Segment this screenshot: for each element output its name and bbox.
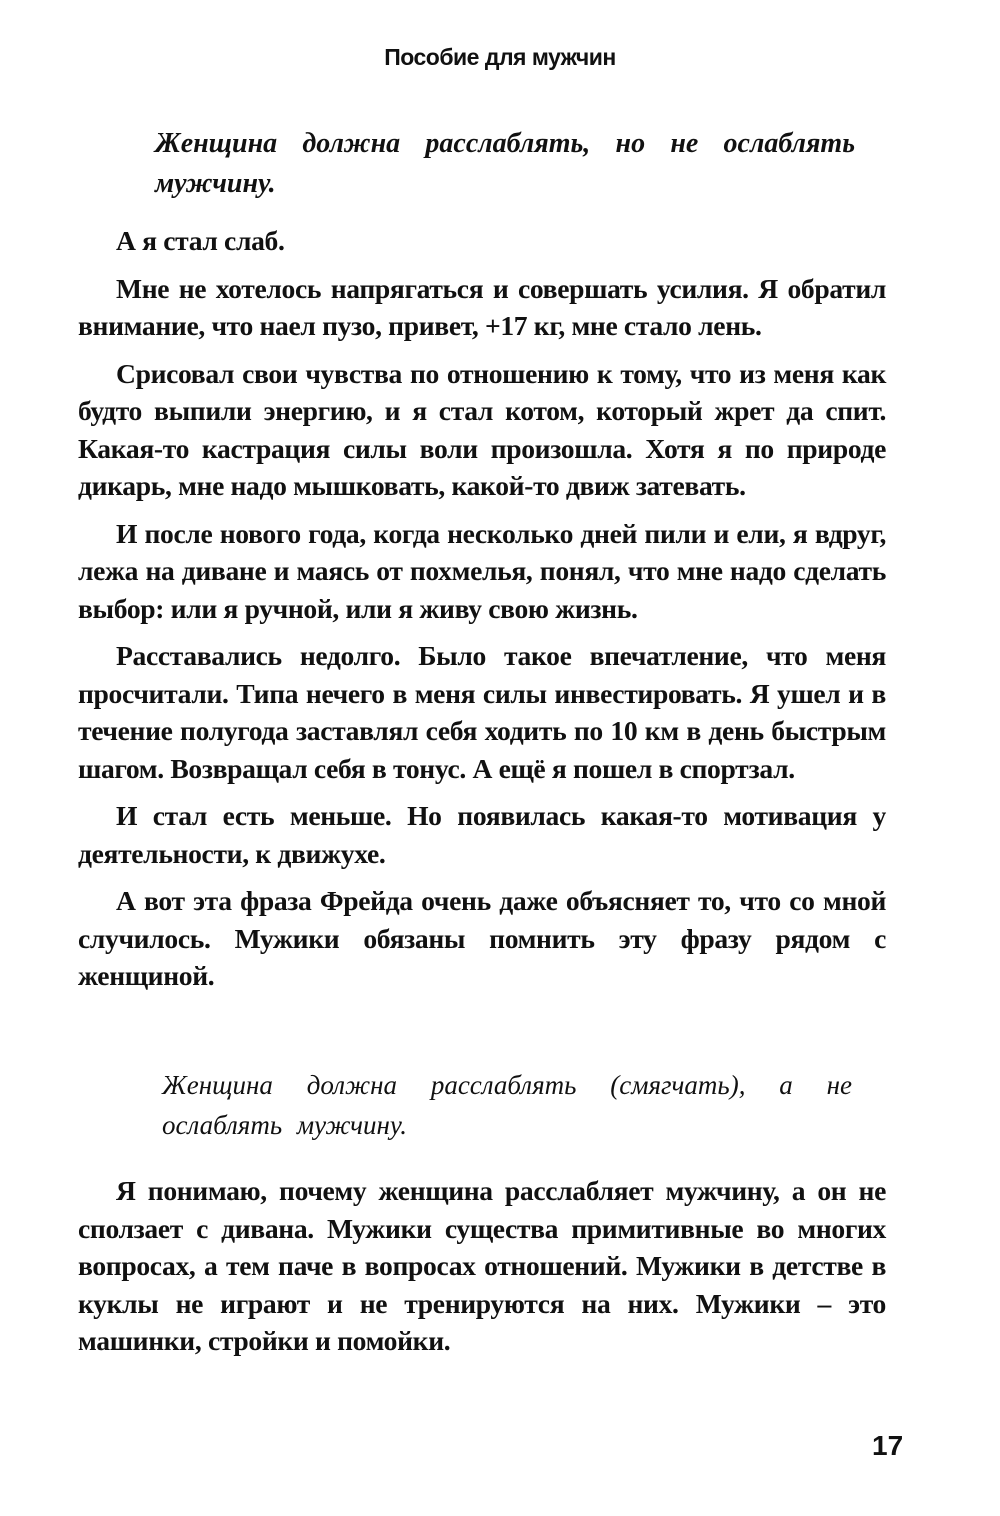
- page-number: 17: [872, 1430, 904, 1461]
- running-head: Пособие для мужчин: [384, 44, 616, 70]
- body-text: [78, 222, 886, 1005]
- epigraph: Женщина должна расслаблять, но не ослаблять мужчину.: [155, 128, 855, 199]
- paragraph: Срисовал свои чувства по отношению к тому, что из меня как будто выпили энергию, и я стал котом, который жрет да спит. Какая-то кастрация силы воли произошла. Хотя я по природе дикарь, мне надо мышковать, какой-то движ затевать.: [78, 357, 886, 501]
- paragraph: И после нового года, когда несколько дней пили и ели, я вдруг, лежа на диване и маясь от похмелья, понял, что мне надо сделать выбор: или я ручной, или я живу свою жизнь.: [78, 517, 886, 624]
- paragraph: А я стал слаб.: [116, 225, 285, 256]
- paragraph: И стал есть меньше. Но появилась какая-то мотивация у деятельности, к движухе.: [78, 800, 886, 869]
- closing-text: [78, 1172, 886, 1360]
- paragraph: Расставались недолго. Было такое впечатление, что меня просчитали. Типа нечего в меня силы инвестировать. Я ушел и в течение полугода заставлял себя ходить по 10 км в день быстрым шагом. Возвращал себя в тонус. А ещё я пошел в спортзал.: [78, 640, 886, 784]
- block-quote: Женщина должна расслаблять (смягчать), а не ослаблять мужчину.: [162, 1070, 852, 1140]
- paragraph: Мне не хотелось напрягаться и совершать усилия. Я обратил внимание, что наел пузо, привет, +17 кг, мне стало лень.: [78, 272, 886, 341]
- paragraph: А вот эта фраза Фрейда очень даже объясняет то, что со мной случилось. Мужики обязаны помнить эту фразу рядом с женщиной.: [78, 885, 886, 991]
- paragraph: Я понимаю, почему женщина расслабляет мужчину, а он не сползает с дивана. Мужики существа примитивные во многих вопросах, а тем паче в вопросах отношений. Мужики в детстве в куклы не играют и не тренируются на них. Мужики – это машинки, стройки и помойки.: [78, 1175, 886, 1356]
